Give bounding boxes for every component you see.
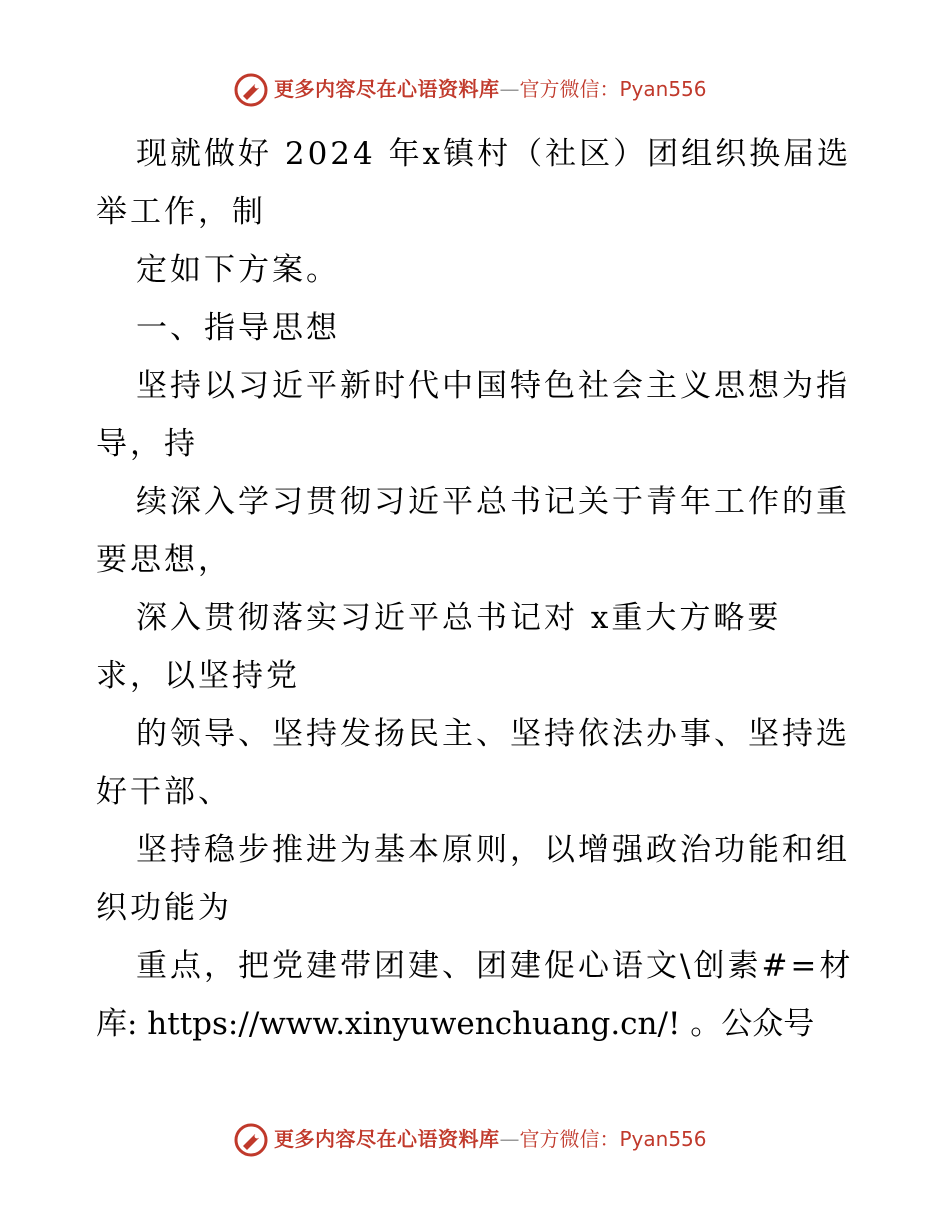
body-line: 举工作，制 [96, 194, 266, 230]
body-line: 定如下方案。 [136, 252, 340, 288]
banner-separator: — [499, 1127, 520, 1151]
banner-wechat-text: 官方微信：Pyan556 [519, 77, 707, 101]
footer-watermark-banner [0, 1120, 950, 1160]
body-line: 导，持 [96, 426, 198, 462]
body-line: 坚持稳步推进为基本原则，以增强政治功能和组 [136, 832, 850, 868]
banner-text [274, 77, 707, 101]
body-line: 深入贯彻落实习近平总书记对 x重大方略要 [136, 600, 782, 636]
body-line-url: 库: https://www.xinyuwenchuang.cn/! 。公众号 [96, 1006, 815, 1042]
banner-text [274, 1127, 707, 1151]
body-line: 坚持以习近平新时代中国特色社会主义思想为指 [136, 368, 850, 404]
body-line: 好干部、 [96, 774, 232, 810]
body-line: 续深入学习贯彻习近平总书记关于青年工作的重 [136, 484, 850, 520]
body-line: 重点，把党建带团建、团建促心语文\创素#=材 [136, 948, 854, 984]
body-line: 的领导、坚持发扬民主、坚持依法办事、坚持选 [136, 716, 850, 752]
pen-nib-logo-icon [233, 72, 269, 108]
banner-main-text: 更多内容尽在心语资料库 [274, 77, 500, 101]
body-line: 求，以坚持党 [96, 658, 300, 694]
banner-separator: — [499, 77, 520, 101]
banner-main-text: 更多内容尽在心语资料库 [274, 1127, 500, 1151]
section-heading: 一、指导思想 [136, 310, 340, 346]
header-watermark-banner [0, 70, 950, 110]
banner-wechat-text: 官方微信：Pyan556 [519, 1127, 707, 1151]
document-body [96, 125, 856, 1053]
body-line: 织功能为 [96, 890, 232, 926]
pen-nib-logo-icon [233, 1122, 269, 1158]
body-line: 现就做好 2024 年x镇村（社区）团组织换届选 [136, 136, 852, 172]
body-line: 要思想， [96, 542, 232, 578]
